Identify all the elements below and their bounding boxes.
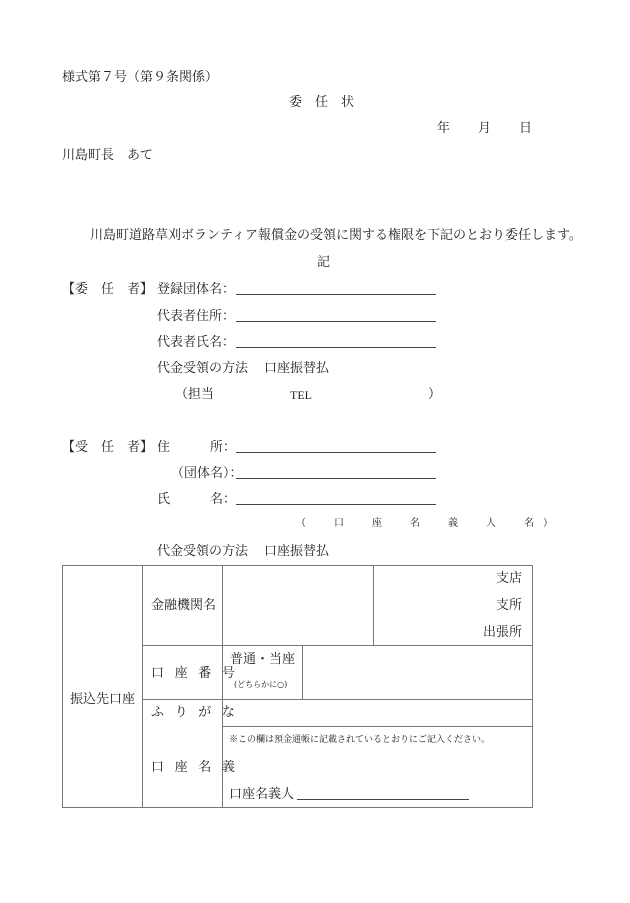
group-name-label: 登録団体名： bbox=[157, 282, 236, 297]
table-divider bbox=[373, 566, 374, 645]
payment-method-label: 代金受領の方法 bbox=[157, 361, 249, 376]
delegate-label: 【受 任 者】 bbox=[62, 440, 154, 455]
branch-type-shisho: 支所 bbox=[495, 598, 522, 613]
branch-type-shucchojo: 出張所 bbox=[482, 625, 522, 640]
bank-account-table bbox=[62, 565, 533, 808]
branch-type-shiten: 支店 bbox=[495, 571, 522, 586]
delegator-label: 【委 任 者】 bbox=[62, 282, 154, 297]
account-holder-instruction: ※この欄は預金通帳に記載されているとおりにご記入ください。 bbox=[229, 735, 491, 745]
table-divider bbox=[222, 726, 533, 727]
delegate-name-field[interactable] bbox=[236, 504, 436, 505]
table-divider bbox=[142, 566, 143, 808]
delegate-payment-method-label: 代金受領の方法 bbox=[157, 544, 249, 559]
branch-field[interactable] bbox=[375, 567, 522, 644]
document-title: 委 任 状 bbox=[289, 95, 355, 110]
delegation-statement: 川島町道路草刈ボランティア報償金の受領に関する権限を下記のとおり委任します。 bbox=[90, 228, 582, 243]
contact-close-paren: ） bbox=[428, 387, 442, 402]
ki-heading: 記 bbox=[317, 255, 331, 270]
contact-tel-label: TEL bbox=[290, 388, 312, 402]
date-day-label: 日 bbox=[519, 121, 533, 136]
table-divider bbox=[302, 645, 303, 699]
account-number-label: 口 座 番 号 bbox=[151, 666, 239, 681]
delegate-group-name-field[interactable] bbox=[236, 478, 436, 479]
account-type-options: 普通・当座 bbox=[230, 652, 296, 667]
form-number: 様式第７号（第９条関係） bbox=[62, 70, 219, 85]
date-month-label: 月 bbox=[478, 121, 492, 136]
account-number-field[interactable] bbox=[304, 647, 532, 698]
table-divider bbox=[142, 699, 533, 700]
payment-method-value: 口座振替払 bbox=[264, 361, 330, 376]
transfer-account-header: 振込先口座 bbox=[70, 692, 136, 707]
furigana-field[interactable] bbox=[224, 701, 532, 725]
group-name-paren-label: （団体名）： bbox=[171, 466, 243, 481]
account-type-hint: (どちらかに○) bbox=[234, 680, 288, 689]
account-holder-note: （ 口 座 名 義 人 名） bbox=[296, 518, 562, 529]
delegate-payment-method-value: 口座振替払 bbox=[264, 544, 330, 559]
account-holder-field[interactable] bbox=[297, 799, 469, 800]
date-year-label: 年 bbox=[437, 121, 451, 136]
address-label-right: 所： bbox=[210, 440, 237, 455]
account-holder-label: 口 座 名 義 bbox=[151, 760, 239, 775]
representative-name-field[interactable] bbox=[236, 347, 436, 348]
name-label-right: 名： bbox=[210, 492, 237, 507]
group-name-field[interactable] bbox=[236, 294, 436, 295]
account-holder-field-label: 口座名義人 bbox=[229, 787, 295, 802]
contact-person-label: （担当 bbox=[175, 387, 215, 402]
addressee: 川島町長 あて bbox=[62, 148, 154, 163]
financial-institution-label: 金融機関名 bbox=[151, 598, 217, 613]
representative-name-label: 代表者氏名： bbox=[157, 335, 236, 350]
representative-address-field[interactable] bbox=[236, 321, 436, 322]
name-label-left: 氏 bbox=[157, 492, 171, 507]
delegate-address-field[interactable] bbox=[236, 452, 436, 453]
account-type-selector[interactable] bbox=[224, 647, 301, 698]
table-divider bbox=[142, 645, 533, 646]
address-label-left: 住 bbox=[157, 440, 171, 455]
financial-institution-field[interactable] bbox=[224, 567, 371, 644]
furigana-label: ふ り が な bbox=[151, 705, 239, 720]
representative-address-label: 代表者住所： bbox=[157, 309, 236, 324]
